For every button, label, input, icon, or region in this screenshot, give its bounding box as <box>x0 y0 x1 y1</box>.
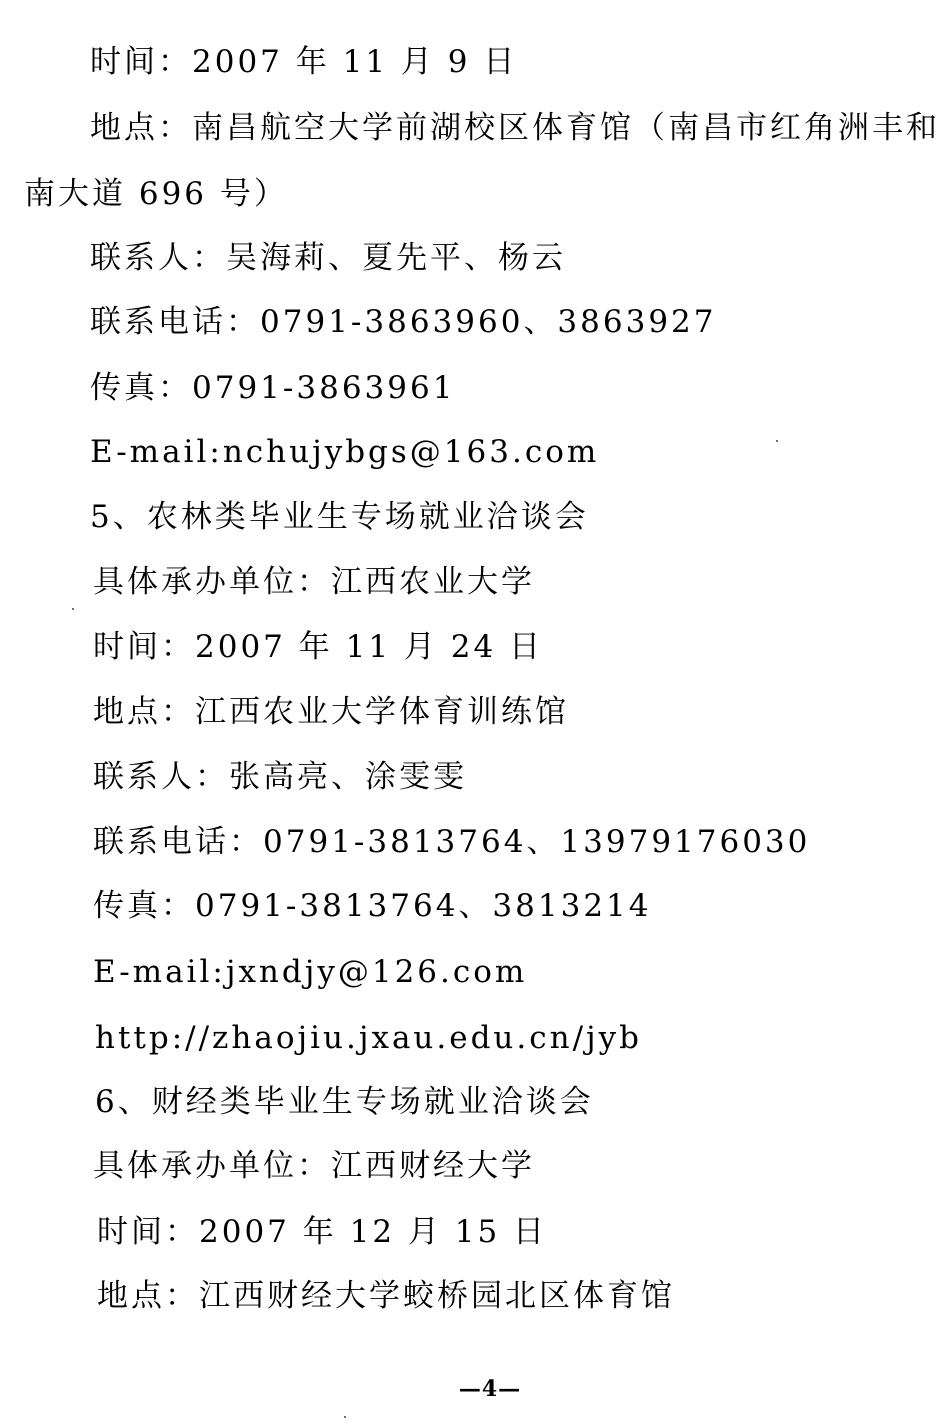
text-line-contact-1: 联系人：吴海莉、夏先平、杨云 <box>90 240 566 276</box>
scan-speck <box>776 440 778 442</box>
section-heading-5: 5、农林类毕业生专场就业洽谈会 <box>90 499 589 535</box>
text-line-location-1: 地点：南昌航空大学前湖校区体育馆（南昌市红角洲丰和 <box>90 110 940 146</box>
text-line-location-1-cont: 南大道 696 号） <box>24 176 288 212</box>
text-line-contact-5: 联系人：张高亮、涂雯雯 <box>93 759 467 795</box>
text-line-time-1: 时间：2007 年 11 月 9 日 <box>90 44 518 80</box>
text-line-email-5: E-mail:jxndjy@126.com <box>93 954 528 990</box>
text-line-time-6: 时间：2007 年 12 月 15 日 <box>97 1214 548 1250</box>
scan-speck <box>344 1416 346 1418</box>
text-line-phone-5: 联系电话：0791-3813764、13979176030 <box>93 824 811 860</box>
text-line-email-1: E-mail:nchujybgs@163.com <box>90 434 600 470</box>
text-line-fax-1: 传真：0791-3863961 <box>90 370 456 406</box>
text-line-organizer-5: 具体承办单位：江西农业大学 <box>93 564 535 600</box>
scan-speck <box>72 608 74 610</box>
section-heading-6: 6、财经类毕业生专场就业洽谈会 <box>95 1084 594 1120</box>
text-line-time-5: 时间：2007 年 11 月 24 日 <box>93 629 544 665</box>
text-line-website-5: http://zhaojiu.jxau.edu.cn/jyb <box>95 1020 642 1056</box>
text-line-location-5: 地点：江西农业大学体育训练馆 <box>93 694 569 730</box>
text-line-phone-1: 联系电话：0791-3863960、3863927 <box>90 304 717 340</box>
text-line-location-6: 地点：江西财经大学蛟桥园北区体育馆 <box>97 1278 675 1314</box>
text-line-fax-5: 传真：0791-3813764、3813214 <box>93 888 652 924</box>
text-line-organizer-6: 具体承办单位：江西财经大学 <box>93 1148 535 1184</box>
page-number: —4— <box>458 1376 522 1402</box>
